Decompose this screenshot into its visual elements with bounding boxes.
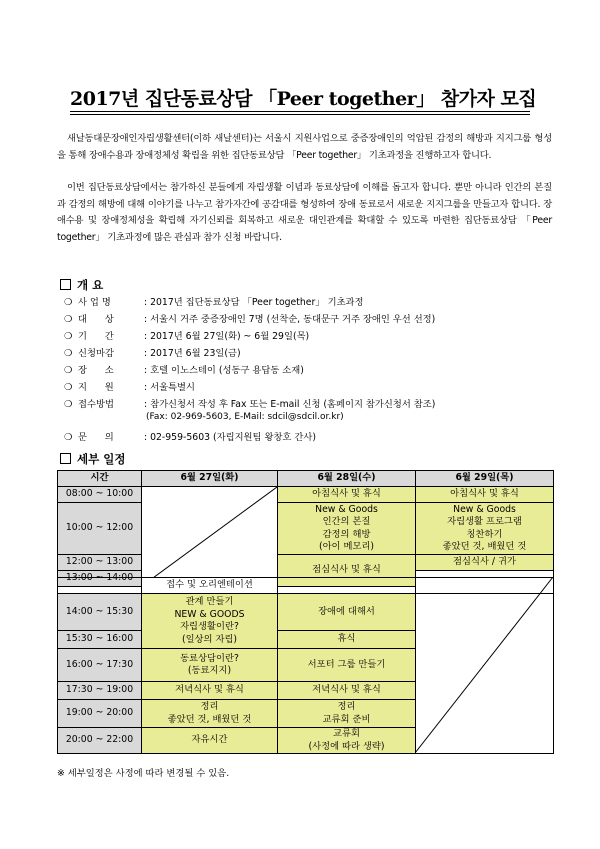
day1-free: 자유시간 — [142, 728, 278, 754]
day3-empty-area — [416, 700, 554, 728]
contact-line: (Fax: 02-969-5603, E-Mail: sdcil@sdcil.or.kr) — [146, 412, 344, 422]
time-cell: 17:30 ~ 19:00 — [58, 682, 142, 700]
time-cell: 10:00 ~ 12:00 — [58, 503, 142, 555]
schedule-table-lower — [57, 593, 554, 754]
table-row — [58, 555, 554, 571]
day3-breakfast: 아침식사 및 휴식 — [416, 487, 554, 503]
day3-session: New & Goods 자립생활 프로그램 칭찬하기 좋았던 것, 배웠던 것 — [416, 503, 554, 555]
overview-item: ❍ 장 소 : 호텔 이노스테이 (성동구 용답동 소재) — [64, 365, 304, 376]
table-row — [58, 503, 554, 555]
overview-item: ❍ 문 의 : 02-959-5603 (자립지원팀 왕창호 간사) — [64, 432, 316, 443]
schedule-heading: 세부 일정 — [60, 451, 125, 467]
day2-rest: 휴식 — [278, 631, 416, 649]
time-cell: 15:30 ~ 16:00 — [58, 631, 142, 649]
hollow-circle-icon: ❍ — [64, 399, 73, 410]
overview-item: ❍ 사 업 명 : 2017년 집단동료상담 「Peer together」 기초과정 — [64, 297, 364, 308]
time-cell: 08:00 ~ 10:00 — [58, 487, 142, 503]
table-row — [58, 487, 554, 503]
day2-dinner: 저녁식사 및 휴식 — [278, 682, 416, 700]
hollow-circle-icon: ❍ — [64, 382, 73, 393]
day2-breakfast: 아침식사 및 휴식 — [278, 487, 416, 503]
overview-item: ❍ 접수방법 : 참가신청서 작성 후 Fax 또는 E-mail 신청 (홈페이지 참가신청서 참조) — [64, 399, 436, 410]
schedule-note: ※ 세부일정은 사정에 따라 변경될 수 있음. — [57, 768, 230, 779]
time-cell: 20:00 ~ 22:00 — [58, 728, 142, 754]
table-row — [58, 728, 554, 754]
schedule-table — [57, 470, 554, 587]
day2-exchange: 교류회 (사정에 따라 생략) — [278, 728, 416, 754]
table-row — [58, 700, 554, 728]
time-cell: 14:00 ~ 15:30 — [58, 594, 142, 631]
overview-item: ❍ 기 간 : 2017년 6월 27일(화) ~ 6월 29일(목) — [64, 331, 310, 342]
intro-paragraph-1: 새날동대문장애인자립생활센터(이하 새날센터)는 서울시 지원사업으로 중증장애인의 억압된 감정의 해방과 지지그룹 형성을 통해 장애수용과 장애정체성 확립을 위한 집단동료상담 「Peer together」 기초과정을 진행하고자 합니다. — [57, 133, 552, 161]
day3-empty-area — [416, 594, 554, 631]
day3-empty-area — [416, 631, 554, 649]
table-row — [58, 578, 554, 594]
header-day1: 6월 27일(화) — [142, 471, 278, 487]
day1-orientation: 접수 및 오리엔테이션 — [142, 578, 278, 594]
page-title: 2017년 집단동료상담 「Peer together」 참가자 모집 — [70, 88, 537, 110]
day2-supporters: 서포터 그룹 만들기 — [278, 649, 416, 682]
table-row — [58, 649, 554, 682]
header-day3: 6월 29일(목) — [416, 471, 554, 487]
day1-relations: 관계 만들기 NEW & GOODS 자립생활이란? (일상의 자립) — [142, 594, 278, 649]
table-row — [58, 682, 554, 700]
header-day2: 6월 28일(수) — [278, 471, 416, 487]
time-cell: 12:00 ~ 13:00 — [58, 555, 142, 571]
time-cell: 13:00 ~ 14:00 — [58, 571, 142, 587]
intro-paragraph-2: 이번 집단동료상담에서는 참가하신 분들에게 자립생활 이념과 동료상담에 이해를 돕고자 합니다. 뿐만 아니라 인간의 본질과 감정의 해방에 대해 이야기를 나누고 참가자간에 공감대를 형성하여 장애 동료로서 새로운 지지그룹을 만들고자 합니다. 장애수용 및 장애정체성을 확립해 자기신뢰를 회복하고 새로운 대인관계를 확대할 수 있도록 마련한 집단동료상담 「Peer together」 기초과정에 많은 관심과 참가 신청 바랍니다. — [57, 182, 552, 243]
checkbox-square-icon — [60, 279, 71, 290]
day3-empty-area — [416, 649, 554, 682]
overview-item: ❍ 지 원 : 서울특별시 — [64, 382, 195, 393]
day1-peer: 동료상담이란? (동료지지) — [142, 649, 278, 682]
schedule-table-continued — [57, 577, 554, 594]
day2-wrap: 정리 교류회 준비 — [278, 700, 416, 728]
overview-item: ❍ 신청마감 : 2017년 6월 23일(금) — [64, 348, 241, 359]
table-row — [58, 631, 554, 649]
hollow-circle-icon: ❍ — [64, 331, 73, 342]
day3-empty-area — [416, 728, 554, 754]
day1-empty-cell — [142, 487, 278, 587]
overview-item: ❍ 대 상 : 서울시 거주 중증장애인 7명 (선착순, 동대문구 거주 장애인 우선 선정) — [64, 314, 436, 325]
diagonal-line — [142, 487, 277, 586]
hollow-circle-icon: ❍ — [64, 314, 73, 325]
day3-empty-area — [416, 682, 554, 700]
day2-session: New & Goods 인간의 본질 감정의 해방 (아이 메모리) — [278, 503, 416, 555]
overview-heading: 개 요 — [60, 277, 103, 293]
day2-disability: 장애에 대해서 — [278, 594, 416, 631]
day2-lunch: 점심식사 및 휴식 — [278, 555, 416, 587]
time-cell: 16:00 ~ 17:30 — [58, 649, 142, 682]
day3-lunch: 점심식사 / 귀가 — [416, 555, 554, 571]
title-rule-top — [70, 111, 530, 112]
header-time: 시간 — [58, 471, 142, 487]
hollow-circle-icon: ❍ — [64, 365, 73, 376]
hollow-circle-icon: ❍ — [64, 297, 73, 308]
time-cell: 19:00 ~ 20:00 — [58, 700, 142, 728]
table-row — [58, 471, 554, 487]
table-row — [58, 594, 554, 631]
day1-wrap: 정리 좋았던 것, 배웠던 것 — [142, 700, 278, 728]
day1-dinner: 저녁식사 및 휴식 — [142, 682, 278, 700]
hollow-circle-icon: ❍ — [64, 348, 73, 359]
hollow-circle-icon: ❍ — [64, 432, 73, 443]
checkbox-square-icon — [60, 453, 71, 464]
title-rule-bottom — [70, 114, 530, 115]
